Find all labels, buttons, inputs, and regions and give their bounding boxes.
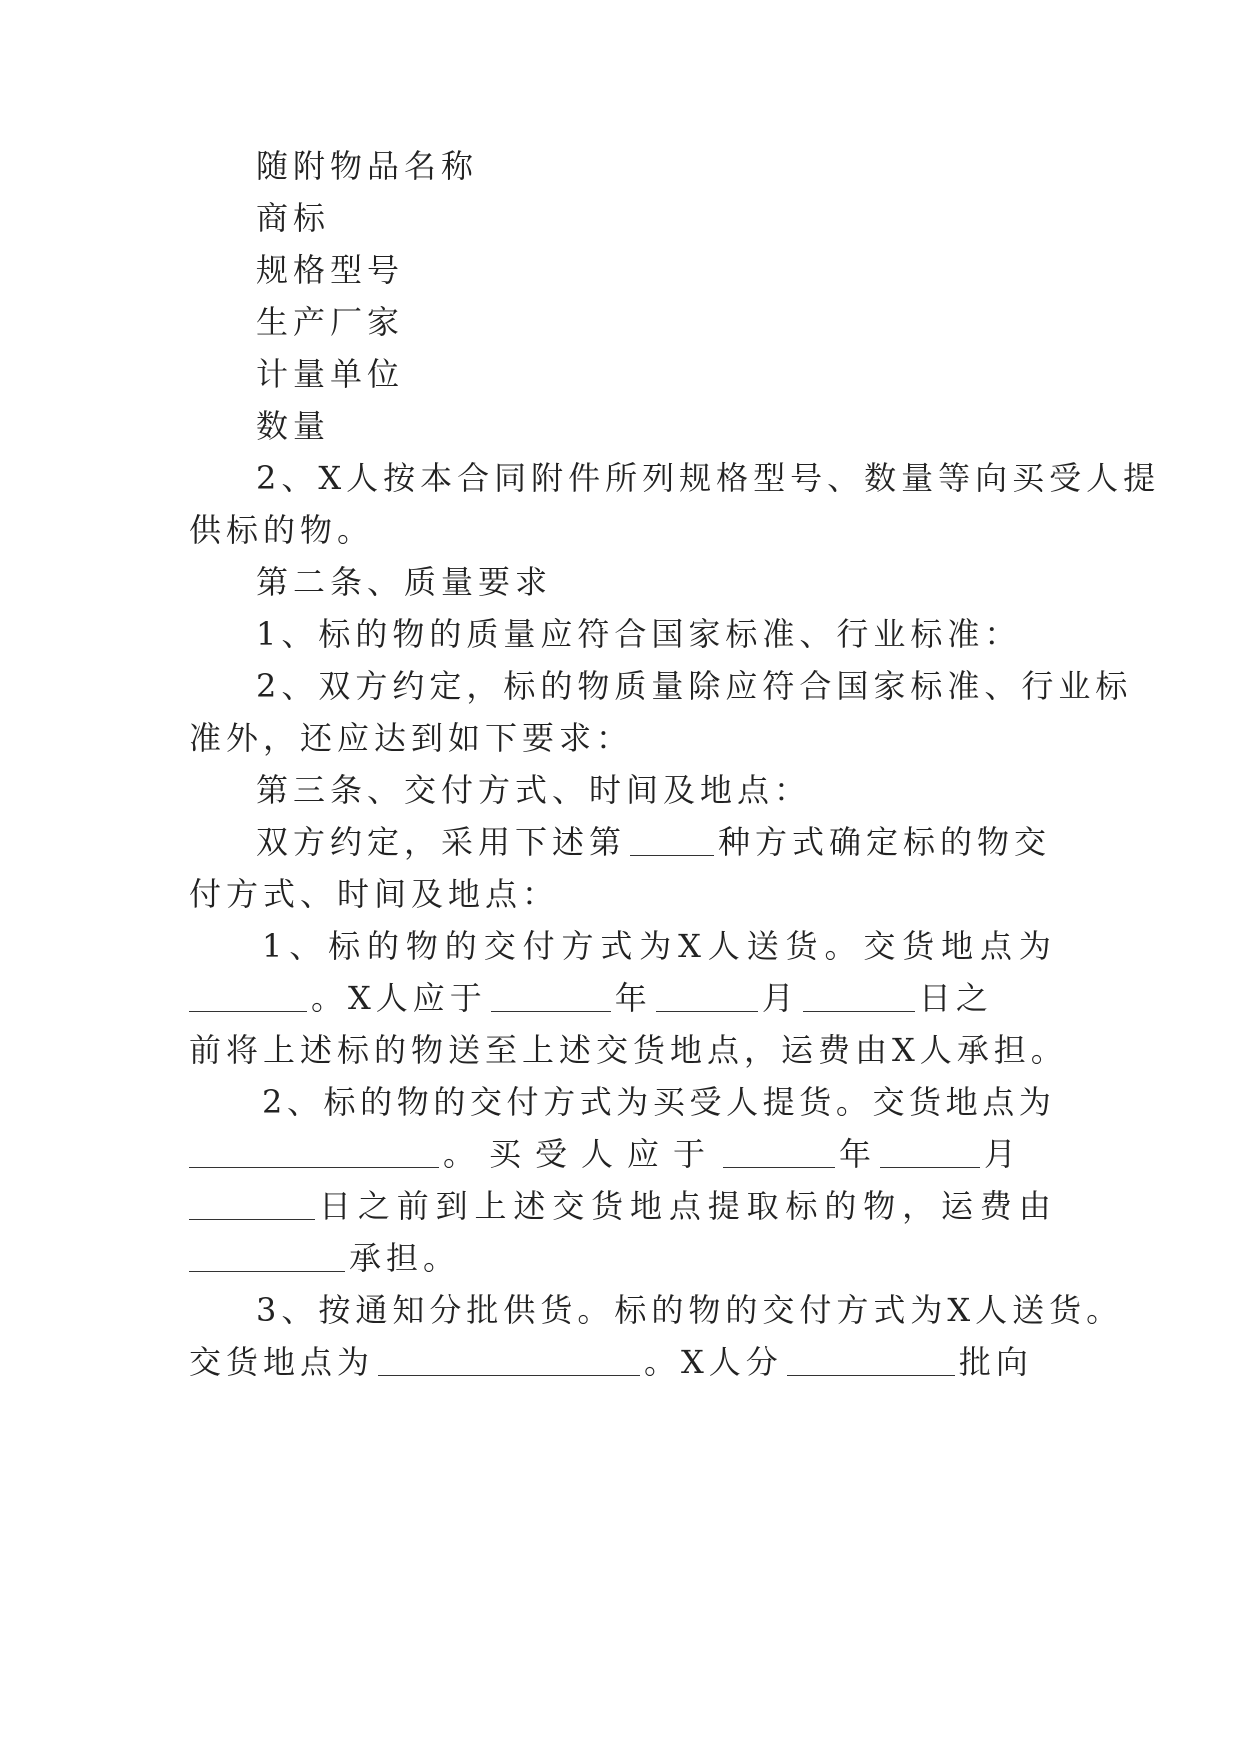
quality-clause-2-line-2: 准外，还应达到如下要求：	[189, 719, 634, 757]
para-2-line-2: 供标的物。	[189, 511, 375, 549]
quality-clause-1: 1、标的物的质量应符合国家标准、行业标准：	[256, 615, 1022, 653]
option-2-line-1	[262, 1082, 1051, 1122]
pickup-year-blank[interactable]	[723, 1167, 835, 1168]
option-2-line-4	[189, 1238, 1051, 1278]
item-unit: 计量单位	[256, 355, 405, 393]
option-3-line-1: 3、按通知分批供货。标的物的交付方式为X人送货。	[256, 1291, 1124, 1329]
pickup-month-blank[interactable]	[880, 1167, 980, 1168]
pickup-year-label: 年	[839, 1135, 877, 1173]
batch-count-blank[interactable]	[787, 1375, 955, 1376]
option-2-bear-text: 承担。	[349, 1239, 461, 1277]
article-3-heading: 第三条、交付方式、时间及地点：	[256, 771, 812, 809]
article-2-heading: 第二条、质量要求	[256, 563, 553, 601]
option-2-line-2	[189, 1134, 1051, 1174]
option-3-line-2	[189, 1342, 1051, 1382]
delivery-intro-line-2: 付方式、时间及地点：	[189, 875, 560, 913]
option-1-line-2	[189, 978, 1051, 1018]
pickup-location-blank[interactable]	[189, 1167, 439, 1168]
batch-location-blank[interactable]	[378, 1375, 640, 1376]
method-number-blank[interactable]	[630, 855, 714, 856]
option-1-line-3: 前将上述标的物送至上述交货地点，运费由X人承担。	[189, 1031, 1068, 1069]
option-3-to-text: 批向	[958, 1343, 1033, 1381]
delivery-intro-line-1	[256, 822, 1051, 862]
option-1-line-1	[262, 926, 1051, 966]
quality-clause-2-line-1: 2、双方约定，标的物质量除应符合国家标准、行业标	[256, 667, 1133, 705]
delivery-location-blank[interactable]	[189, 1011, 307, 1012]
pickup-day-blank[interactable]	[189, 1219, 315, 1220]
item-accessory-name: 随附物品名称	[256, 147, 479, 185]
delivery-day-blank[interactable]	[803, 1011, 915, 1012]
option-2-text: 2 、 标 的 物 的 交 付 方 式 为 买 受 人 提 货 。 交 货 地 点 为	[262, 1083, 1051, 1121]
delivery-intro-text-a: 双方约定，采用下述第	[256, 823, 627, 861]
option-2-day-text: 日 之 前 到 上 述 交 货 地 点 提 取 标 的 物 ， 运 费 由	[319, 1187, 1051, 1225]
delivery-intro-text-b: 种方式确定标的物交	[717, 823, 1051, 861]
para-2-line-1: 2、X人按本合同附件所列规格型号、数量等向买受人提	[256, 459, 1161, 497]
item-trademark: 商标	[256, 199, 331, 237]
pickup-month-label: 月	[984, 1135, 1022, 1173]
option-1-text: 1 、 标 的 物 的 交 付 方 式 为 X 人 送 货 。 交 货 地 点 为	[262, 927, 1051, 965]
month-label: 月	[761, 979, 799, 1017]
item-spec-model: 规格型号	[256, 251, 405, 289]
item-quantity: 数量	[256, 407, 331, 445]
freight-payer-blank[interactable]	[189, 1271, 345, 1272]
option-3-location-label: 交货地点为	[189, 1343, 375, 1381]
option-2-line-3	[189, 1186, 1051, 1226]
option-2-buyer-due: 。买受人应于	[443, 1135, 720, 1173]
delivery-month-blank[interactable]	[656, 1011, 758, 1012]
item-manufacturer: 生产厂家	[256, 303, 405, 341]
option-1-seller-due: 。X人应于	[311, 979, 487, 1017]
option-3-seller-batches: 。X人分	[644, 1343, 783, 1381]
day-label: 日之	[918, 979, 993, 1017]
year-label: 年	[614, 979, 652, 1017]
delivery-year-blank[interactable]	[491, 1011, 611, 1012]
